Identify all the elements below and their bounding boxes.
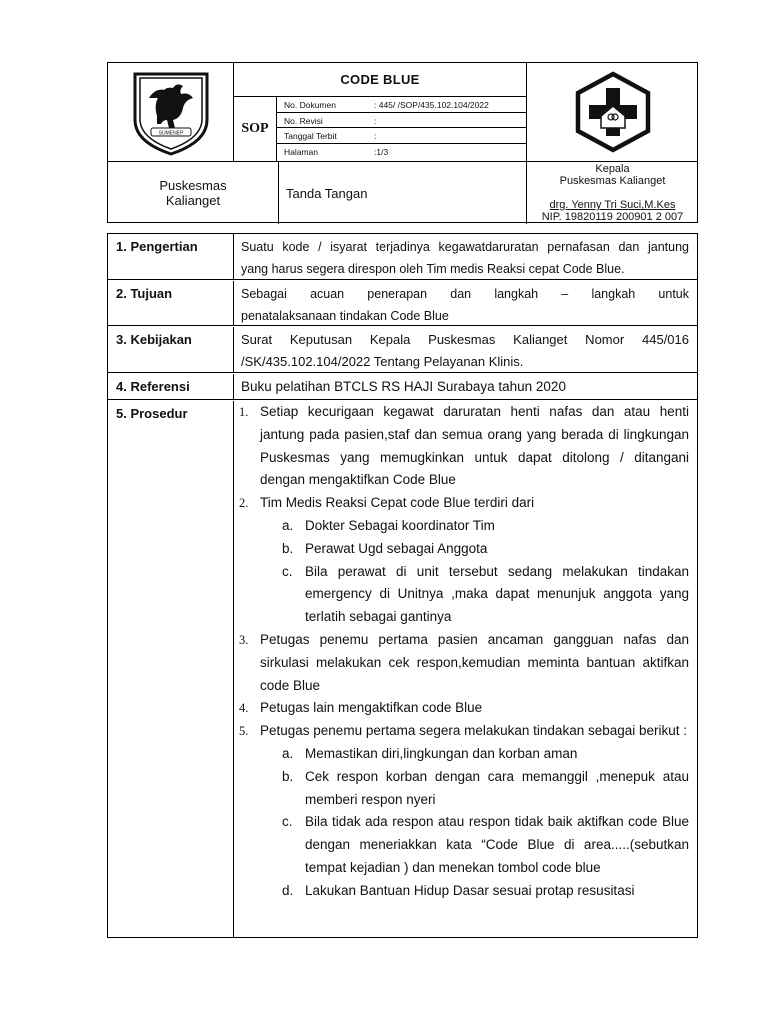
content-line: /SK/435.102.104/2022 Tentang Pelayanan Klinis. (241, 354, 524, 369)
procedure-step (235, 401, 689, 492)
substep-letter: a. (282, 745, 294, 761)
procedure-step (235, 629, 689, 697)
substep-letter: d. (282, 882, 294, 898)
step-text: Setiap kecurigaan kegawat daruratan henti nafas dan atau henti jantung pada pasien,staf dan semua orang yang berada di lingkungan Puskesmas yang memugkinkan untuk dapat ditolong / ditangani dengan mengaktifkan Code Blue (260, 404, 689, 488)
meta-key: Tanggal Terbit (284, 130, 337, 141)
meta-row-document-number (284, 97, 489, 112)
step-number: 1. (239, 405, 249, 419)
puskesmas-line: Puskesmas (159, 178, 227, 193)
substep-letter: a. (282, 517, 294, 533)
step-number: 4. (239, 701, 249, 716)
meta-value: : (374, 115, 377, 126)
procedure-step (235, 697, 689, 720)
substep-text: Memastikan diri,lingkungan dan korban aman (305, 745, 578, 761)
header-divider (276, 96, 277, 161)
step-text: Petugas penemu pertama segera melakukan tindakan sebagai berikut : (260, 723, 688, 739)
section-row-referensi (108, 374, 697, 400)
procedure-step (235, 720, 689, 743)
section-row-prosedur (108, 401, 697, 938)
document-header-table (107, 62, 698, 223)
procedure-substep (235, 743, 689, 766)
puskesmas-emblem (527, 63, 698, 161)
procedure-substep (235, 515, 689, 538)
meta-value: :1/3 (374, 146, 389, 157)
meta-row-page (284, 144, 388, 159)
substep-letter: c. (282, 563, 293, 579)
section-label: 2. Tujuan (108, 281, 234, 325)
content-line: yang harus segera direspon oleh Tim medis Reaksi cepat Code Blue. (241, 262, 625, 276)
meta-key: No. Dokumen (284, 99, 336, 110)
section-content (235, 327, 697, 373)
content-line: Suatu kode / isyarat terjadinya kegawatdaruratan pernafasan dan jantung (241, 240, 689, 254)
meta-value: : 445/ /SOP/435.102.104/2022 (374, 99, 489, 110)
meta-key: No. Revisi (284, 115, 323, 126)
sop-label: SOP (241, 121, 269, 136)
step-number: 2. (239, 496, 249, 511)
step-text: Petugas lain mengaktifkan code Blue (260, 700, 483, 716)
head-title: Kepala (595, 163, 630, 175)
substep-letter: c. (282, 814, 293, 830)
head-name: drg. Yenny Tri Suci,M.Kes (549, 199, 676, 211)
procedure-substep (235, 880, 689, 903)
section-content (235, 281, 697, 327)
substep-text: Dokter Sebagai koordinator Tim (305, 517, 495, 533)
procedure-step (235, 492, 689, 515)
section-row-tujuan (108, 281, 697, 326)
procedure-substep (235, 766, 689, 812)
section-label: 4. Referensi (108, 374, 234, 399)
section-row-kebijakan (108, 327, 697, 373)
meta-key: Halaman (284, 146, 319, 157)
substep-letter: b. (282, 540, 294, 556)
puskesmas-hexagon-icon (571, 70, 655, 154)
signature-label: Tanda Tangan (286, 185, 368, 201)
meta-row-revision (284, 113, 376, 128)
substep-text: Cek respon korban dengan cara memanggil ,menepuk atau memberi respon nyeri (305, 768, 689, 807)
substep-letter: b. (282, 768, 294, 784)
procedure-substep (235, 538, 689, 561)
document-title: CODE BLUE (340, 72, 420, 87)
content-line: Surat Keputusan Kepala Puskesmas Kalianget Nomor 445/016 (241, 332, 689, 347)
meta-value: : (374, 130, 377, 141)
section-content: Buku pelatihan BTCLS RS HAJI Surabaya tahun 2020 (241, 379, 566, 394)
procedure-substep (235, 561, 689, 629)
step-number: 5. (239, 724, 249, 739)
head-office: Puskesmas Kalianget (559, 175, 666, 187)
puskesmas-name (108, 162, 278, 224)
substep-text: Perawat Ugd sebagai Anggota (305, 540, 488, 556)
step-number: 3. (239, 632, 249, 647)
step-text: Tim Medis Reaksi Cepat code Blue terdiri dari (260, 495, 535, 511)
sumenep-crest-icon (129, 68, 213, 156)
substep-text: Lakukan Bantuan Hidup Dasar sesuai protap resusitasi (305, 882, 635, 898)
section-label: 5. Prosedur (108, 401, 234, 938)
section-row-pengertian (108, 234, 697, 280)
content-line: penatalaksanaan tindakan Code Blue (241, 309, 449, 323)
puskesmas-line: Kalianget (165, 193, 221, 208)
procedure-list (235, 401, 697, 903)
meta-row-issue-date (284, 128, 376, 143)
substep-text: Bila perawat di unit tersebut sedang melakukan tindakan emergency di Unitnya ,maka dapat menunjuk anggota yang terlatih sebagai gantinya (305, 563, 689, 625)
section-content (235, 234, 697, 280)
head-nip: NIP. 19820119 200901 2 007 (541, 211, 684, 223)
procedure-substep (235, 811, 689, 879)
crest-lettering: SUMENEP (158, 130, 183, 137)
head-signature-block (527, 162, 698, 224)
sop-content-table (107, 233, 698, 938)
regency-logo (108, 63, 233, 161)
section-label: 1. Pengertian (108, 234, 234, 279)
section-label: 3. Kebijakan (108, 327, 234, 372)
substep-text: Bila tidak ada respon atau respon tidak baik aktifkan code Blue dengan meneriakkan kata “Code Blue di area.....(sebutkan tempat kejadian ) dan menekan tombol code blue (305, 814, 689, 875)
content-line: Sebagai acuan penerapan dan langkah – langkah untuk (241, 287, 689, 301)
step-text: Petugas penemu pertama pasien ancaman gangguan nafas dan sirkulasi melakukan cek respon,kemudian meminta bantuan aktifkan code Blue (260, 631, 689, 693)
